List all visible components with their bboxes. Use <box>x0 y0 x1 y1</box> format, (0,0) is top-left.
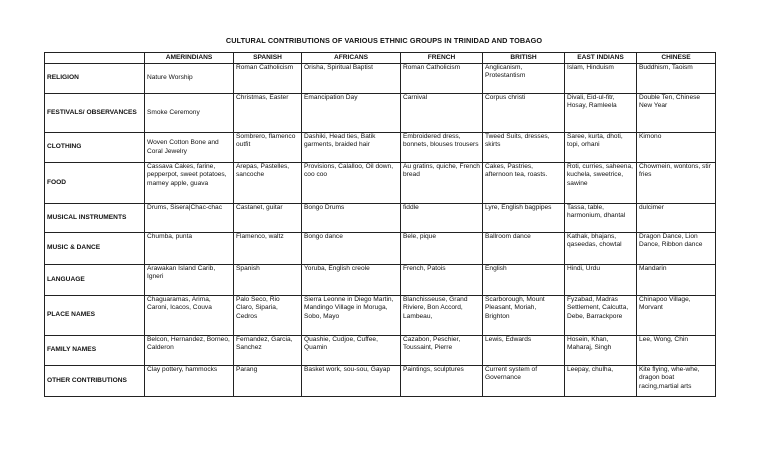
table-cell: Bongo dance <box>302 233 401 265</box>
row-label-language: LANGUAGE <box>45 265 145 296</box>
table-cell: Kathak, bhajans, qaseedas, chowtal <box>565 233 637 265</box>
table-cell: Paintings, sculptures <box>401 366 483 397</box>
table-row-language <box>45 265 716 296</box>
table-cell: Chaguaramas, Arima, Caroni, Icacos, Couva <box>145 296 234 336</box>
table-cell: Roman Catholicism <box>234 64 302 94</box>
table-cell: Hindi, Urdu <box>565 265 637 296</box>
table-cell: Clay pottery, hammocks <box>145 366 234 397</box>
table-cell: English <box>483 265 565 296</box>
table-cell: Corpus christi <box>483 94 565 133</box>
table-cell: Spanish <box>234 265 302 296</box>
row-label-religion: RELIGION <box>45 64 145 94</box>
header-africans: AFRICANS <box>302 53 401 64</box>
table-cell: Smoke Ceremony <box>145 94 234 133</box>
table-cell: French, Patois <box>401 265 483 296</box>
table-cell: Au gratins, quiche, French bread <box>401 163 483 204</box>
table-cell: Arepas, Pastelles, sancoche <box>234 163 302 204</box>
table-cell: Kite flying, whe-whe, dragon boat racing,martial arts <box>637 366 716 397</box>
table-cell: Cakes, Pastries, afternoon tea, roasts. <box>483 163 565 204</box>
table-row-food <box>45 163 716 204</box>
table-cell: Embroidered dress, bonnets, blouses trousers <box>401 133 483 163</box>
table-cell: Islam, Hinduism <box>565 64 637 94</box>
table-cell: Flamenco, waltz <box>234 233 302 265</box>
table-cell: Quashie, Cudjoe, Cuffee, Quamin <box>302 336 401 366</box>
table-row-festivals <box>45 94 716 133</box>
row-label-other-contributions: OTHER CONTRIBUTIONS <box>45 366 145 397</box>
table-cell: Chinapoo Village, Morvant <box>637 296 716 336</box>
table-row-family-names <box>45 336 716 366</box>
table-row-place-names <box>45 296 716 336</box>
header-amerindians: AMERINDIANS <box>145 53 234 64</box>
table-cell: Anglicanism, Protestantism <box>483 64 565 94</box>
table-cell: Kimono <box>637 133 716 163</box>
table-cell: Belcon, Hernandez, Borneo, Calderon <box>145 336 234 366</box>
table-cell: Double Ten, Chinese New Year <box>637 94 716 133</box>
table-cell: Dragon Dance, Lion Dance, Ribbon dance <box>637 233 716 265</box>
table-cell: Roti, curries, saheena, kuchela, sweetrice, sawine <box>565 163 637 204</box>
document-title: CULTURAL CONTRIBUTIONS OF VARIOUS ETHNIC GROUPS IN TRINIDAD AND TOBAGO <box>225 36 543 45</box>
table-cell: Palo Seco, Rio Claro, Siparia, Cedros <box>234 296 302 336</box>
table-cell: Divali, Eid-ul-fitr, Hosay, Ramleela <box>565 94 637 133</box>
table-cell: Leepay, chulha, <box>565 366 637 397</box>
table-cell: Lee, Wong, Chin <box>637 336 716 366</box>
table-cell: Tweed Suits, dresses, skirts <box>483 133 565 163</box>
table-cell: Castanet, guitar <box>234 204 302 233</box>
header-british: BRITISH <box>483 53 565 64</box>
table-cell: Parang <box>234 366 302 397</box>
row-label-clothing: CLOTHING <box>45 133 145 163</box>
table-cell: Yoruba, English creole <box>302 265 401 296</box>
row-label-musical-instruments: MUSICAL INSTRUMENTS <box>45 204 145 233</box>
table-cell: Fyzabad, Madras Settlement, Calcutta, Debe, Barrackpore <box>565 296 637 336</box>
header-east-indians: EAST INDIANS <box>565 53 637 64</box>
row-label-place-names: PLACE NAMES <box>45 296 145 336</box>
table-cell: Tassa, table, harmonium, dhantal <box>565 204 637 233</box>
table-cell: Woven Cotton Bone and Coral Jewelry <box>145 133 234 163</box>
table-cell: Basket work, sou-sou, Gayap <box>302 366 401 397</box>
table-row-other-contributions <box>45 366 716 397</box>
table-row-music-dance <box>45 233 716 265</box>
table-row-religion <box>45 64 716 94</box>
table-cell: Orisha, Spiritual Baptist <box>302 64 401 94</box>
table-cell: fiddle <box>401 204 483 233</box>
table-cell: Hosein, Khan, Maharaj, Singh <box>565 336 637 366</box>
row-label-music-dance: MUSIC & DANCE <box>45 233 145 265</box>
table-cell: Ballroom dance <box>483 233 565 265</box>
table-cell: Scarborough, Mount Pleasant, Moriah, Brighton <box>483 296 565 336</box>
row-label-family-names: FAMILY NAMES <box>45 336 145 366</box>
table-cell: Lyre, English bagpipes <box>483 204 565 233</box>
header-french: FRENCH <box>401 53 483 64</box>
table-cell: Buddhism, Taoism <box>637 64 716 94</box>
table-cell: Provisions, Calalloo, Oil down, coo coo <box>302 163 401 204</box>
table-cell: Current system of Governance <box>483 366 565 397</box>
table-cell: Dashiki, Head ties, Batik garments, braided hair <box>302 133 401 163</box>
table-cell: Lewis, Edwards <box>483 336 565 366</box>
table-cell: Cassava Cakes, farine, pepperpot, sweet potatoes, mamey apple, guava <box>145 163 234 204</box>
table-cell: Roman Catholicism <box>401 64 483 94</box>
table-row-clothing <box>45 133 716 163</box>
table-cell: Arawakan Island Carib, Igneri <box>145 265 234 296</box>
table-cell: Sierra Leonne in Diego Martin, Mandingo Village in Moruga, Sobo, Mayo <box>302 296 401 336</box>
table-cell: Cazabon, Peschier, Toussaint, Pierre <box>401 336 483 366</box>
table-cell: Bele, pique <box>401 233 483 265</box>
table-cell: Fernandez, Garcia, Sanchez <box>234 336 302 366</box>
header-chinese: CHINESE <box>637 53 716 64</box>
header-spanish: SPANISH <box>234 53 302 64</box>
table-cell: dulcimer <box>637 204 716 233</box>
header-row <box>45 53 716 64</box>
table-cell: Emancipation Day <box>302 94 401 133</box>
table-cell: Bongo Drums <box>302 204 401 233</box>
table-cell: Sombrero, flamenco outfit <box>234 133 302 163</box>
table-cell: Drums, Sisera|Chac-chac <box>145 204 234 233</box>
table-cell: Carnival <box>401 94 483 133</box>
row-label-food: FOOD <box>45 163 145 204</box>
table-cell: Mandarin <box>637 265 716 296</box>
row-label-festivals: FESTIVALS/ OBSERVANCES <box>45 94 145 133</box>
table-cell: Chumba, punta <box>145 233 234 265</box>
header-corner <box>45 53 145 64</box>
table-cell: Blanchisseuse, Grand Riviere, Bon Accord, Lambeau, <box>401 296 483 336</box>
table-row-musical-instruments <box>45 204 716 233</box>
table-cell: Saree, kurta, dhoti, topi, orhani <box>565 133 637 163</box>
cultural-contributions-table <box>44 52 716 397</box>
table-cell: Chowmein, wontons, stir fries <box>637 163 716 204</box>
table-cell: Christmas, Easter <box>234 94 302 133</box>
table-cell: Nature Worship <box>145 64 234 94</box>
